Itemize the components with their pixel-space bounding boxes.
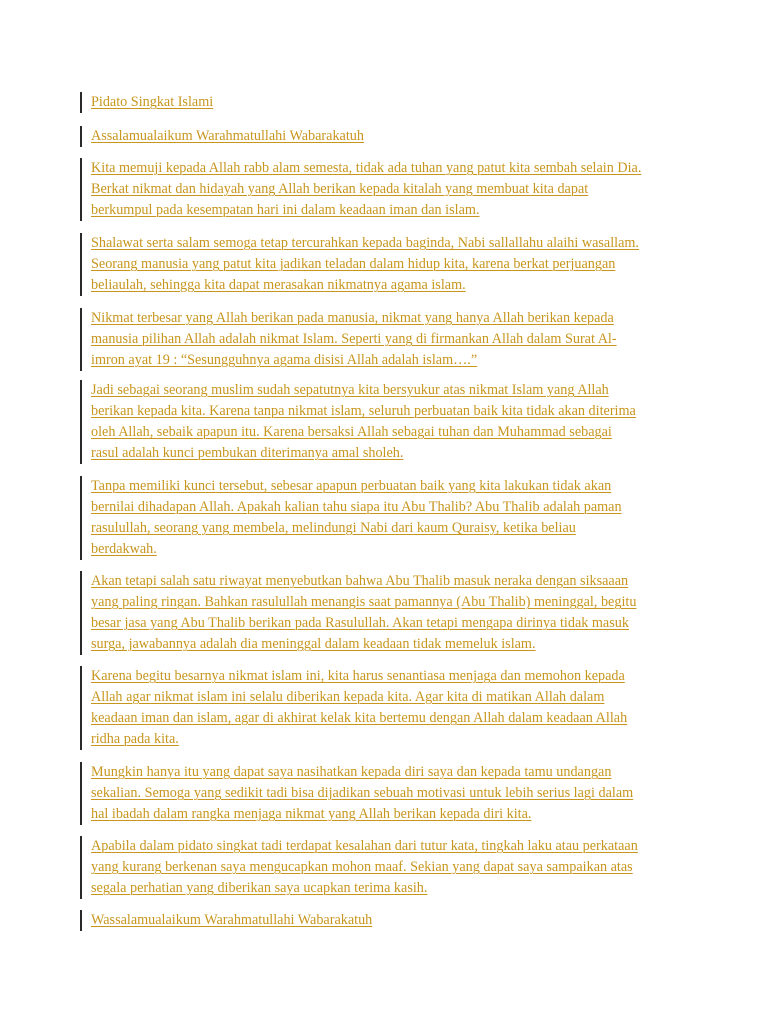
text-line[interactable]: berikan kepada kita. Karena tanpa nikmat islam, seluruh perbuatan baik kita tidak akan diterima (91, 403, 636, 419)
text-line[interactable]: Apabila dalam pidato singkat tadi terdapat kesalahan dari tutur kata, tingkah laku atau perkataan (91, 838, 638, 854)
paragraph-nikmat (80, 308, 680, 371)
text-line[interactable]: segala perhatian yang diberikan saya ucapkan terima kasih. (91, 880, 428, 896)
text-line[interactable]: oleh Allah, sebaik apapun itu. Karena bersaksi Allah sebagai tuhan dan Muhammad sebagai (91, 424, 612, 440)
paragraph-nasihat (80, 762, 680, 825)
text-line[interactable]: Allah agar nikmat islam ini selalu diberikan kepada kita. Agar kita di matikan Allah dalam (91, 689, 605, 705)
text-line[interactable]: yang paling ringan. Bahkan rasulullah menangis saat pamannya (Abu Thalib) meninggal, begitu (91, 594, 637, 610)
text-line[interactable]: Akan tetapi salah satu riwayat menyebutkan bahwa Abu Thalib masuk neraka dengan siksaaan (91, 573, 629, 589)
text-line[interactable]: surga, jawabannya adalah dia meninggal dalam keadaan tidak memeluk islam. (91, 636, 536, 652)
text-line[interactable]: beliaulah, sehingga kita dapat merasakan nikmatnya agama islam. (91, 277, 466, 293)
text-line[interactable]: besar jasa yang Abu Thalib berikan pada Rasulullah. Akan tetapi mengapa dirinya tidak masuk (91, 615, 629, 631)
text-line[interactable]: hal ibadah dalam rangka menjaga nikmat yang Allah berikan kepada diri kita. (91, 806, 532, 822)
paragraph-syukur (80, 380, 680, 464)
paragraph-penutup (80, 836, 680, 899)
paragraph-greeting (80, 126, 680, 147)
text-line[interactable]: berdakwah. (91, 541, 157, 557)
text-line[interactable]: Tanpa memiliki kunci tersebut, sebesar apapun perbuatan baik yang kita lakukan tidak akan (91, 478, 612, 494)
text-line[interactable]: Pidato Singkat Islami (91, 94, 214, 110)
paragraph-abu-thalib (80, 571, 680, 655)
text-line[interactable]: rasul adalah kunci pembukan diterimanya amal sholeh. (91, 445, 404, 461)
text-line[interactable]: Seorang manusia yang patut kita jadikan teladan dalam hidup kita, karena berkat perjuangan (91, 256, 616, 272)
text-line[interactable]: Kita memuji kepada Allah rabb alam semesta, tidak ada tuhan yang patut kita sembah selain Dia. (91, 160, 642, 176)
paragraph-shalawat (80, 233, 680, 296)
text-line[interactable]: Mungkin hanya itu yang dapat saya nasihatkan kepada diri saya dan kepada tamu undangan (91, 764, 612, 780)
paragraph-kunci (80, 476, 680, 560)
text-line[interactable]: Assalamualaikum Warahmatullahi Wabarakatuh (91, 128, 364, 144)
text-line[interactable]: Jadi sebagai seorang muslim sudah sepatutnya kita bersyukur atas nikmat Islam yang Allah (91, 382, 609, 398)
text-line[interactable]: imron ayat 19 : “Sesungguhnya agama disisi Allah adalah islam….” (91, 352, 478, 368)
text-line[interactable]: Nikmat terbesar yang Allah berikan pada manusia, nikmat yang hanya Allah berikan kepada (91, 310, 614, 326)
text-line[interactable]: Wassalamualaikum Warahmatullahi Wabarakatuh (91, 912, 373, 928)
paragraph-menjaga (80, 666, 680, 750)
text-line[interactable]: Berkat nikmat dan hidayah yang Allah berikan kepada kitalah yang membuat kita dapat (91, 181, 589, 197)
text-line[interactable]: rasulullah, seorang yang membela, melindungi Nabi dari kaum Quraisy, ketika beliau (91, 520, 576, 536)
paragraph-title (80, 92, 680, 113)
text-line[interactable]: Shalawat serta salam semoga tetap tercurahkan kepada baginda, Nabi sallallahu alaihi wasallam. (91, 235, 639, 251)
text-line[interactable]: berkumpul pada kesempatan hari ini dalam keadaan iman dan islam. (91, 202, 480, 218)
text-line[interactable]: manusia pilihan Allah adalah nikmat Islam. Seperti yang di firmankan Allah dalam Surat Al- (91, 331, 617, 347)
text-line[interactable]: ridha pada kita. (91, 731, 179, 747)
text-line[interactable]: Karena begitu besarnya nikmat islam ini, kita harus senantiasa menjaga dan memohon kepada (91, 668, 625, 684)
text-line[interactable]: keadaan iman dan islam, agar di akhirat kelak kita bertemu dengan Allah dalam keadaan Allah (91, 710, 628, 726)
paragraph-praise (80, 158, 680, 221)
paragraph-closing (80, 910, 680, 931)
text-line[interactable]: bernilai dihadapan Allah. Apakah kalian tahu siapa itu Abu Thalib? Abu Thalib adalah paman (91, 499, 622, 515)
text-line[interactable]: yang kurang berkenan saya mengucapkan mohon maaf. Sekian yang dapat saya sampaikan atas (91, 859, 633, 875)
text-line[interactable]: sekalian. Semoga yang sedikit tadi bisa dijadikan sebuah motivasi untuk lebih serius lagi dalam (91, 785, 634, 801)
